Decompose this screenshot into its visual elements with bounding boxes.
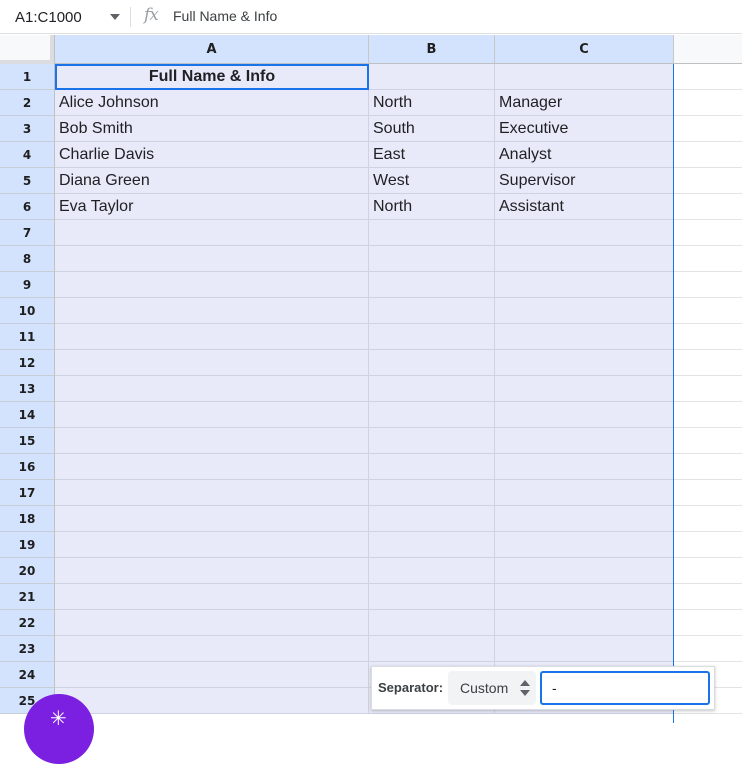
cell-empty[interactable] xyxy=(674,324,742,350)
cell-A14[interactable] xyxy=(55,402,369,428)
table-row xyxy=(0,532,742,558)
cell-A7[interactable] xyxy=(55,220,369,246)
row-header[interactable]: 23 xyxy=(0,636,55,662)
table-row xyxy=(0,116,742,142)
row-header[interactable]: 21 xyxy=(0,584,55,610)
cell-C16[interactable] xyxy=(495,454,674,480)
cell-A8[interactable] xyxy=(55,246,369,272)
row-header[interactable]: 15 xyxy=(0,428,55,454)
row-header[interactable]: 1 xyxy=(0,64,55,90)
cell-A10[interactable] xyxy=(55,298,369,324)
cell-B18[interactable] xyxy=(369,506,495,532)
column-header-a[interactable]: A xyxy=(55,35,369,64)
row-header[interactable]: 10 xyxy=(0,298,55,324)
cell-empty[interactable] xyxy=(674,402,742,428)
custom-separator-input[interactable] xyxy=(540,671,710,705)
cell-empty[interactable] xyxy=(674,90,742,116)
cell-C1[interactable] xyxy=(495,64,674,90)
cell-empty[interactable] xyxy=(674,558,742,584)
table-row xyxy=(0,350,742,376)
cell-empty[interactable] xyxy=(674,272,742,298)
cell-B2[interactable]: North xyxy=(369,90,495,116)
cell-empty[interactable] xyxy=(674,506,742,532)
cell-C8[interactable] xyxy=(495,246,674,272)
separator-label: Separator: xyxy=(378,680,444,695)
table-row xyxy=(0,402,742,428)
cell-empty[interactable] xyxy=(674,298,742,324)
cell-empty[interactable] xyxy=(674,116,742,142)
cell-B14[interactable] xyxy=(369,402,495,428)
name-box-value: A1:C1000 xyxy=(15,8,82,26)
cell-B16[interactable] xyxy=(369,454,495,480)
table-row xyxy=(0,454,742,480)
row-header[interactable]: 6 xyxy=(0,194,55,220)
cell-C7[interactable] xyxy=(495,220,674,246)
row-header[interactable]: 18 xyxy=(0,506,55,532)
cell-A3[interactable]: Bob Smith xyxy=(55,116,369,142)
cell-A16[interactable] xyxy=(55,454,369,480)
row-header[interactable]: 5 xyxy=(0,168,55,194)
chevron-down-icon[interactable] xyxy=(110,14,120,20)
cell-A19[interactable] xyxy=(55,532,369,558)
cell-empty[interactable] xyxy=(674,350,742,376)
cell-A12[interactable] xyxy=(55,350,369,376)
row-header[interactable]: 2 xyxy=(0,90,55,116)
cell-C20[interactable] xyxy=(495,558,674,584)
cell-empty[interactable] xyxy=(674,454,742,480)
cell-C15[interactable] xyxy=(495,428,674,454)
cell-A18[interactable] xyxy=(55,506,369,532)
cell-A23[interactable] xyxy=(55,636,369,662)
row-header[interactable]: 17 xyxy=(0,480,55,506)
cell-A6[interactable]: Eva Taylor xyxy=(55,194,369,220)
cell-B12[interactable] xyxy=(369,350,495,376)
table-row xyxy=(0,480,742,506)
row-header[interactable]: 20 xyxy=(0,558,55,584)
cell-A11[interactable] xyxy=(55,324,369,350)
cell-C23[interactable] xyxy=(495,636,674,662)
cell-B15[interactable] xyxy=(369,428,495,454)
updown-arrows-icon xyxy=(520,680,530,696)
cell-B4[interactable]: East xyxy=(369,142,495,168)
table-row xyxy=(0,272,742,298)
separator-popup xyxy=(371,666,715,710)
cell-B21[interactable] xyxy=(369,584,495,610)
cell-A5[interactable]: Diana Green xyxy=(55,168,369,194)
cell-C12[interactable] xyxy=(495,350,674,376)
cell-empty[interactable] xyxy=(674,168,742,194)
cell-B9[interactable] xyxy=(369,272,495,298)
cell-C19[interactable] xyxy=(495,532,674,558)
cell-A15[interactable] xyxy=(55,428,369,454)
cell-A25[interactable] xyxy=(55,688,369,714)
cell-empty[interactable] xyxy=(674,636,742,662)
formula-bar xyxy=(0,0,742,34)
name-box[interactable] xyxy=(6,5,122,29)
cell-empty[interactable] xyxy=(674,428,742,454)
cell-C11[interactable] xyxy=(495,324,674,350)
table-row xyxy=(0,558,742,584)
cell-B22[interactable] xyxy=(369,610,495,636)
cell-B23[interactable] xyxy=(369,636,495,662)
row-header[interactable]: 3 xyxy=(0,116,55,142)
row-header[interactable]: 7 xyxy=(0,220,55,246)
cell-A24[interactable] xyxy=(55,662,369,688)
column-header-empty xyxy=(674,35,742,64)
cell-empty[interactable] xyxy=(674,194,742,220)
table-row xyxy=(0,610,742,636)
cell-B17[interactable] xyxy=(369,480,495,506)
cell-empty[interactable] xyxy=(674,610,742,636)
cell-B20[interactable] xyxy=(369,558,495,584)
row-header[interactable]: 19 xyxy=(0,532,55,558)
table-row xyxy=(0,428,742,454)
row-header[interactable]: 11 xyxy=(0,324,55,350)
cell-B19[interactable] xyxy=(369,532,495,558)
row-header[interactable]: 4 xyxy=(0,142,55,168)
cell-A13[interactable] xyxy=(55,376,369,402)
cell-A22[interactable] xyxy=(55,610,369,636)
cell-empty[interactable] xyxy=(674,220,742,246)
column-header-c[interactable]: C xyxy=(495,35,674,64)
row-header[interactable]: 14 xyxy=(0,402,55,428)
table-row xyxy=(0,298,742,324)
cell-C13[interactable] xyxy=(495,376,674,402)
row-header[interactable]: 8 xyxy=(0,246,55,272)
cell-A21[interactable] xyxy=(55,584,369,610)
table-row xyxy=(0,376,742,402)
table-row xyxy=(0,324,742,350)
fx-icon: fx xyxy=(144,5,158,25)
divider xyxy=(130,7,131,27)
cell-A2[interactable]: Alice Johnson xyxy=(55,90,369,116)
cell-C6[interactable]: Assistant xyxy=(495,194,674,220)
table-row xyxy=(0,194,742,220)
cell-empty[interactable] xyxy=(674,142,742,168)
selection-border xyxy=(673,64,674,723)
table-row xyxy=(0,168,742,194)
table-row xyxy=(0,584,742,610)
cell-B3[interactable]: South xyxy=(369,116,495,142)
cell-empty[interactable] xyxy=(674,532,742,558)
cell-B10[interactable] xyxy=(369,298,495,324)
cell-C2[interactable]: Manager xyxy=(495,90,674,116)
separator-select[interactable] xyxy=(448,671,536,705)
table-row xyxy=(0,220,742,246)
cell-C14[interactable] xyxy=(495,402,674,428)
cell-B11[interactable] xyxy=(369,324,495,350)
table-row xyxy=(0,506,742,532)
cell-A4[interactable]: Charlie Davis xyxy=(55,142,369,168)
row-header[interactable]: 12 xyxy=(0,350,55,376)
cell-B6[interactable]: North xyxy=(369,194,495,220)
cell-C17[interactable] xyxy=(495,480,674,506)
column-header-b[interactable]: B xyxy=(369,35,495,64)
formula-input[interactable]: Full Name & Info xyxy=(173,8,278,24)
row-header[interactable]: 13 xyxy=(0,376,55,402)
cell-B13[interactable] xyxy=(369,376,495,402)
cell-empty[interactable] xyxy=(674,584,742,610)
cell-empty[interactable] xyxy=(674,246,742,272)
cell-B1[interactable] xyxy=(369,64,495,90)
table-row xyxy=(0,636,742,662)
cell-C21[interactable] xyxy=(495,584,674,610)
cell-C18[interactable] xyxy=(495,506,674,532)
separator-select-value: Custom xyxy=(460,680,509,696)
cell-A20[interactable] xyxy=(55,558,369,584)
cell-empty[interactable] xyxy=(674,376,742,402)
cell-A9[interactable] xyxy=(55,272,369,298)
cell-A17[interactable] xyxy=(55,480,369,506)
table-row xyxy=(0,64,742,90)
assistant-fab-button[interactable] xyxy=(24,694,94,764)
cell-B7[interactable] xyxy=(369,220,495,246)
table-row xyxy=(0,90,742,116)
select-all-corner[interactable] xyxy=(0,35,55,64)
cell-B8[interactable] xyxy=(369,246,495,272)
row-header[interactable]: 9 xyxy=(0,272,55,298)
table-row xyxy=(0,246,742,272)
cell-C9[interactable] xyxy=(495,272,674,298)
cell-C10[interactable] xyxy=(495,298,674,324)
cell-A1[interactable]: Full Name & Info xyxy=(55,64,369,90)
cell-C22[interactable] xyxy=(495,610,674,636)
cell-empty[interactable] xyxy=(674,64,742,90)
cell-empty[interactable] xyxy=(674,480,742,506)
row-header[interactable]: 25 xyxy=(0,688,55,714)
sparkle-icon: ✳ xyxy=(50,708,67,730)
table-row xyxy=(0,142,742,168)
cell-B5[interactable]: West xyxy=(369,168,495,194)
cell-C3[interactable]: Executive xyxy=(495,116,674,142)
row-header[interactable]: 16 xyxy=(0,454,55,480)
row-header[interactable]: 24 xyxy=(0,662,55,688)
cell-C5[interactable]: Supervisor xyxy=(495,168,674,194)
row-header[interactable]: 22 xyxy=(0,610,55,636)
cell-C4[interactable]: Analyst xyxy=(495,142,674,168)
